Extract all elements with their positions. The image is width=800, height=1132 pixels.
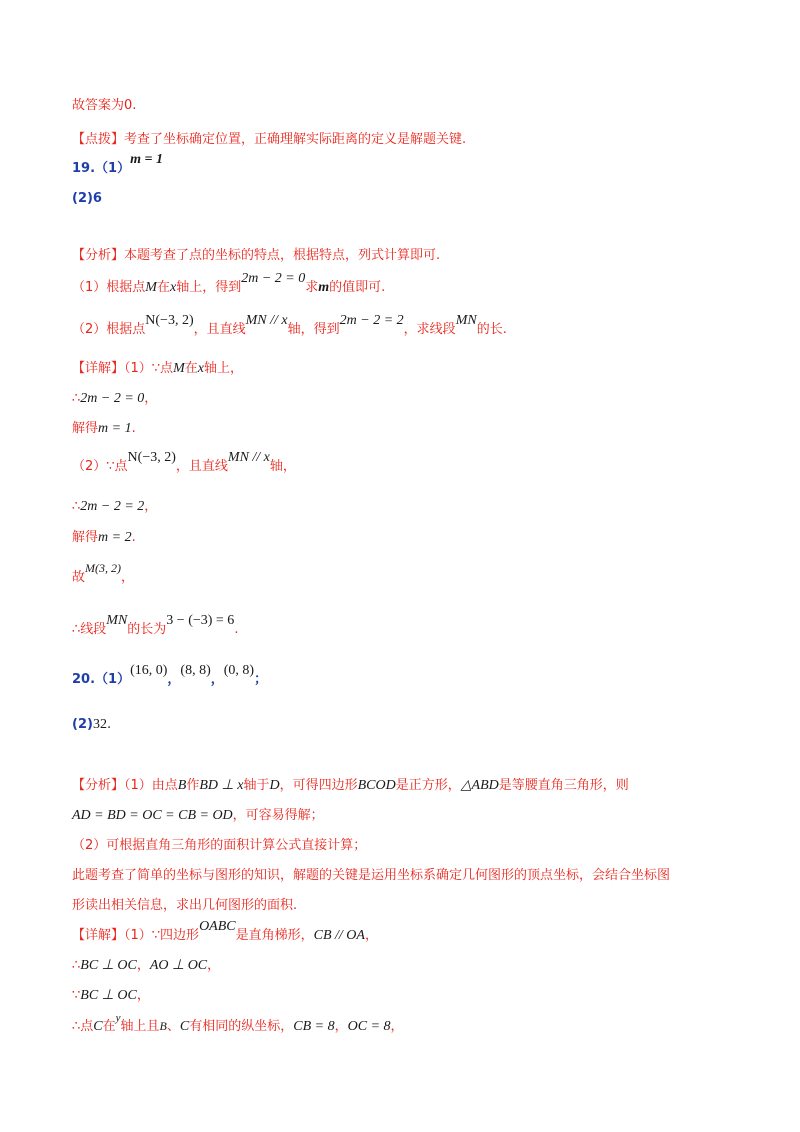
equation-line: ∴2m − 2 = 2， — [72, 499, 158, 514]
because-line: ∵BC ⊥ OC， — [72, 988, 150, 1003]
solution-line: 解得m = 1. — [72, 421, 136, 436]
question-number: 20.（1） — [72, 672, 131, 687]
detail-tag: 【详解】 — [72, 361, 125, 376]
analysis-tag: 【分析】 — [72, 778, 125, 793]
q19-part2-answer: (2)6 — [72, 191, 102, 206]
tip-line: 【点拨】考查了坐标确定位置，正确理解实际距离的定义是解题关键. — [72, 132, 467, 147]
perpendicular-line: ∴BC ⊥ OC，AO ⊥ OC， — [72, 958, 221, 973]
analysis-summary-continuation: 形读出相关信息，求出几何图形的面积. — [72, 898, 298, 913]
equation-line: ∴2m − 2 = 0， — [72, 391, 158, 406]
analysis-tag: 【分析】 — [72, 248, 125, 263]
answer-line: 故答案为0. — [72, 98, 137, 113]
conclusion-line: ∴点C在$^y$轴上且B、C有相同的纵坐标，CB = 8，OC = 8， — [72, 1012, 404, 1034]
point-m-line: 故M(3, 2)， — [72, 561, 135, 585]
segment-length-line: ∴线段MN的长为3 − (−3) = 6. — [72, 613, 239, 637]
detail-heading: 【详解】（1）∵点M在x轴上， — [72, 361, 243, 376]
detail-heading: 【详解】（1）∵四边形OABC是直角梯形，CB // OA， — [72, 919, 378, 943]
detail-step-2: （2）∵点N(−3, 2)，且直线MN // x轴， — [72, 450, 296, 474]
q20-part1-answer: 20.（1）(16, 0)，(8, 8)，(0, 8)； — [72, 663, 268, 687]
detail-tag: 【详解】 — [72, 928, 125, 943]
q19-part1-answer: 19.（1）m = 1 — [72, 152, 163, 176]
analysis-step-2: （2）可根据直角三角形的面积计算公式直接计算； — [72, 838, 367, 853]
q20-part2-answer: (2)32. — [72, 717, 112, 732]
analysis-continuation: AD = BD = OC = CB = OD，可容易得解； — [72, 808, 324, 823]
question-number: 19.（1） — [72, 161, 131, 176]
solution-line: 解得m = 2. — [72, 530, 136, 545]
analysis-heading: 【分析】（1）由点B作BD ⊥ x轴于D，可得四边形BCOD是正方形，△ABD是等腰直角三角形，则 — [72, 778, 629, 793]
tip-tag: 【点拨】 — [72, 132, 125, 147]
analysis-step-1: （1）根据点M在x轴上，得到2m − 2 = 0求m的值即可. — [72, 271, 386, 295]
analysis-heading: 【分析】本题考查了点的坐标的特点，根据特点，列式计算即可. — [72, 248, 441, 263]
analysis-summary: 此题考查了简单的坐标与图形的知识，解题的关键是运用坐标系确定几何图形的顶点坐标，会结合坐标图 — [72, 868, 671, 883]
analysis-step-2: （2）根据点N(−3, 2)，且直线MN // x轴，得到2m − 2 = 2，求线段MN的长. — [72, 313, 507, 337]
